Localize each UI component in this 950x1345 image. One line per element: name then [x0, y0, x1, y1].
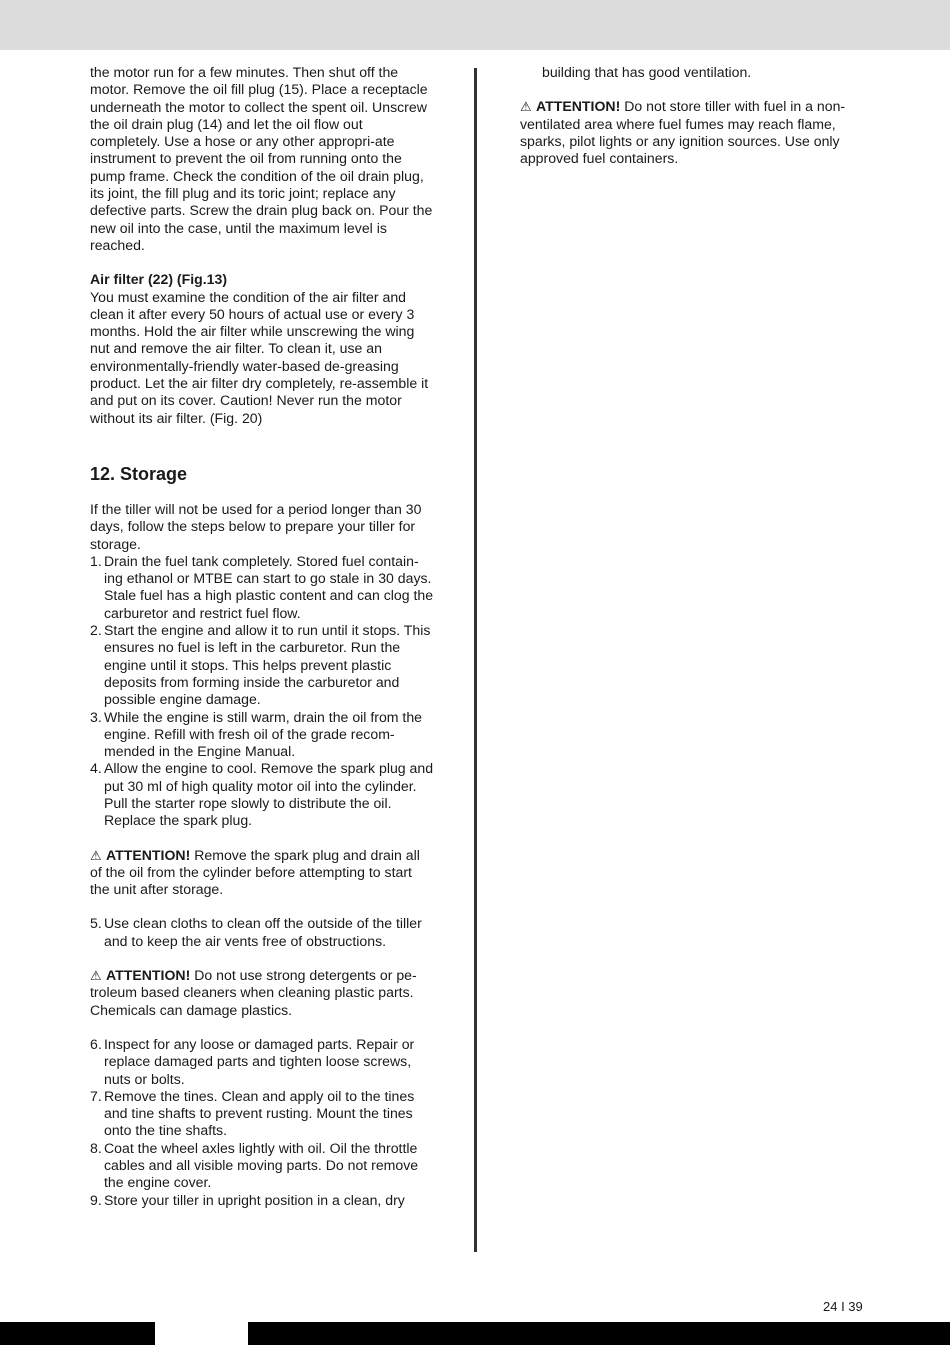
attention-note-spark-plug: ⚠ ATTENTION! Remove the spark plug and drain all of the oil from the cylinder before attempting to start the unit after storage. — [90, 846, 420, 898]
list-item: 4. Allow the engine to cool. Remove the spark plug and put 30 ml of high quality motor oil into the cylinder. Pull the starter rope slowly to distribute the oil. Replace the spark plug. — [90, 760, 434, 829]
footer-bar-gap — [155, 1322, 248, 1345]
list-item: 9. Store your tiller in upright position in a clean, dry — [90, 1191, 405, 1208]
footer-bar — [0, 1322, 950, 1345]
continuation-text: building that has good ventilation. — [542, 64, 752, 80]
list-item: 3. While the engine is still warm, drain the oil from the engine. Refill with fresh oil of the grade recom-mended in the Engine Manual. — [90, 708, 423, 760]
right-column — [520, 64, 865, 167]
column-divider — [474, 68, 477, 1252]
warning-triangle-icon: ⚠ — [90, 968, 102, 984]
storage-intro: If the tiller will not be used for a period longer than 30 days, follow the steps below to prepare your tiller for storage. — [90, 500, 422, 552]
header-band — [0, 0, 950, 50]
warning-triangle-icon: ⚠ — [90, 847, 102, 863]
list-item: 1. Drain the fuel tank completely. Stored fuel contain-ing ethanol or MTBE can start to go stale in 30 days. Stale fuel has a high plastic content and can clog the carburetor and restrict fuel flow. — [90, 552, 434, 621]
storage-section-title: 12. Storage — [90, 463, 188, 484]
page-number: 24 I 39 — [823, 1299, 863, 1314]
list-item: 8. Coat the wheel axles lightly with oil. Oil the throttle cables and all visible moving parts. Do not remove the engine cover. — [90, 1139, 419, 1191]
air-filter-paragraph: You must examine the condition of the air filter and clean it after every 50 hours of actual use or every 3 months. Hold the air filter while unscrewing the wing nut and remove the air filter. To clean it, use an environmentally-friendly water-based de-greasing product. Let the air filter dry completely, re-assemble it and put on its cover. Caution! Never run the motor without its air filter. (Fig. 20) — [90, 288, 429, 426]
list-item: 5. Use clean cloths to clean off the outside of the tiller and to keep the air vents free of obstructions. — [90, 915, 422, 949]
storage-steps-list-2 — [90, 915, 435, 950]
list-item: 2. Start the engine and allow it to run until it stops. This ensures no fuel is left in the carburetor. Run the engine until it stops. This helps prevent plastic deposits from forming inside the carburetor and possible engine damage. — [90, 622, 431, 708]
list-item: 6. Inspect for any loose or damaged parts. Repair or replace damaged parts and tighten loose screws, nuts or bolts. — [90, 1035, 415, 1087]
storage-steps-list-1 — [90, 553, 435, 830]
attention-note-fuel-storage: ⚠ ATTENTION! Do not store tiller with fuel in a non-ventilated area where fuel fumes may reach flame, sparks, pilot lights or any ignition sources. Use only approved fuel containers. — [520, 98, 846, 167]
oil-change-paragraph: the motor run for a few minutes. Then shut off the motor. Remove the oil fill plug (15). Place a receptacle underneath the motor to collect the spent oil. Unscrew the oil drain plug (14) and let the oil flow out completely. Use a hose or any other appropri-ate instrument to prevent the oil from running onto the pump frame. Check the condition of the oil drain plug, its joint, the fill plug and its toric joint; replace any defective parts. Screw the drain plug back on. Pour the new oil into the case, until the maximum level is reached. — [90, 64, 433, 253]
warning-triangle-icon: ⚠ — [520, 99, 532, 115]
storage-steps-list-3 — [90, 1036, 435, 1209]
attention-note-detergents: ⚠ ATTENTION! Do not use strong detergents or pe-troleum based cleaners when cleaning plastic parts. Chemicals can damage plastics. — [90, 967, 417, 1018]
air-filter-heading: Air filter (22) (Fig.13) — [90, 271, 228, 288]
list-item: 7. Remove the tines. Clean and apply oil to the tines and tine shafts to prevent rusting. Mount the tines onto the tine shafts. — [90, 1087, 415, 1139]
left-column — [90, 64, 435, 1209]
